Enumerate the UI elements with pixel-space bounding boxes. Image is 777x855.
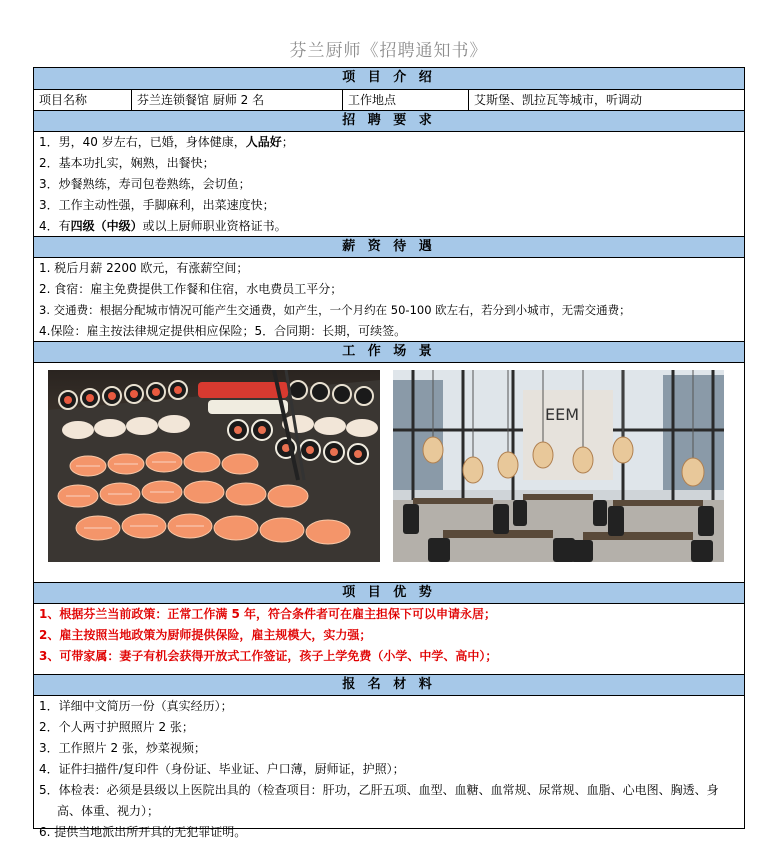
material-item: 2．个人两寸护照照片 2 张； [39, 720, 194, 734]
advantage-item: 3、可带家属：妻子有机会获得开放式工作签证，孩子上学免费（小学、中学、高中）； [39, 649, 498, 663]
requirements-list [34, 132, 744, 237]
sushi-platter-photo [48, 370, 380, 562]
project-name-value: 芬兰连锁餐馆 厨师 2 名 [132, 90, 343, 110]
recruitment-sheet [33, 67, 745, 839]
material-item: 4．证件扫描件/复印件（身份证、毕业证、户口薄，厨师证，护照）； [39, 762, 405, 776]
requirement-item: 3．炒餐熟练，寿司包卷熟练，会切鱼； [39, 177, 251, 191]
salary-item: 2. 食宿：雇主免费提供工作餐和住宿，水电费员工平分； [39, 282, 343, 296]
section-header-salary: 薪 资 待 遇 [34, 236, 744, 258]
section-header-requirements: 招 聘 要 求 [34, 110, 744, 132]
material-item: 6. 提供当地派出所开具的无犯罪证明。 [39, 825, 247, 839]
section-header-materials: 报 名 材 料 [34, 674, 744, 696]
section-header-project-intro: 项 目 介 绍 [34, 68, 744, 90]
salary-list [34, 258, 744, 342]
salary-item: 1. 税后月薪 2200 欧元，有涨薪空间； [39, 261, 249, 275]
restaurant-interior-photo [393, 370, 724, 562]
material-item: 1．详细中文简历一份（真实经历）； [39, 699, 233, 713]
section-header-workplace: 工 作 场 景 [34, 341, 744, 363]
salary-item: 4.保险：雇主按法律规定提供相应保险；5．合同期：长期，可续签。 [39, 324, 407, 338]
section-header-advantages: 项 目 优 势 [34, 582, 744, 604]
requirement-item: 4．有四级（中级）或以上厨师职业资格证书。 [39, 219, 287, 233]
requirement-item: 3．工作主动性强，手脚麻利，出菜速度快； [39, 198, 275, 212]
requirement-item: 1．男，40 岁左右，已婚，身体健康，人品好； [39, 135, 294, 149]
requirement-item: 2．基本功扎实，娴熟，出餐快； [39, 156, 215, 170]
work-location-value: 艾斯堡、凯拉瓦等城市，听调动 [474, 93, 643, 107]
page-title: 芬兰厨师《招聘通知书》 [289, 41, 488, 61]
advantage-item: 2、雇主按照当地政策为厨师提供保险，雇主规模大，实力强； [39, 628, 372, 642]
salary-item: 3. 交通费：根据分配城市情况可能产生交通费，如产生，一个月约在 50-100 欧左右，若分到小城市，无需交通费； [39, 303, 631, 317]
material-item: 3．工作照片 2 张，炒菜视频； [39, 741, 206, 755]
advantages-list [34, 604, 744, 667]
material-item: 5．体检表：必须是县级以上医院出具的（检查项目：肝功，乙肝五项、血型、血糖、血常规、尿常规、血脂、心电图、胸透、身高、体重、视力）； [39, 783, 719, 818]
svg-text:EEM: EEM [545, 405, 580, 424]
work-location-label: 工作地点 [343, 90, 469, 110]
project-info-row [34, 90, 744, 110]
project-name-label: 项目名称 [34, 90, 132, 110]
advantage-item: 1、根据芬兰当前政策：正常工作满 5 年，符合条件者可在雇主担保下可以申请永居； [39, 607, 497, 621]
materials-list [34, 696, 744, 843]
